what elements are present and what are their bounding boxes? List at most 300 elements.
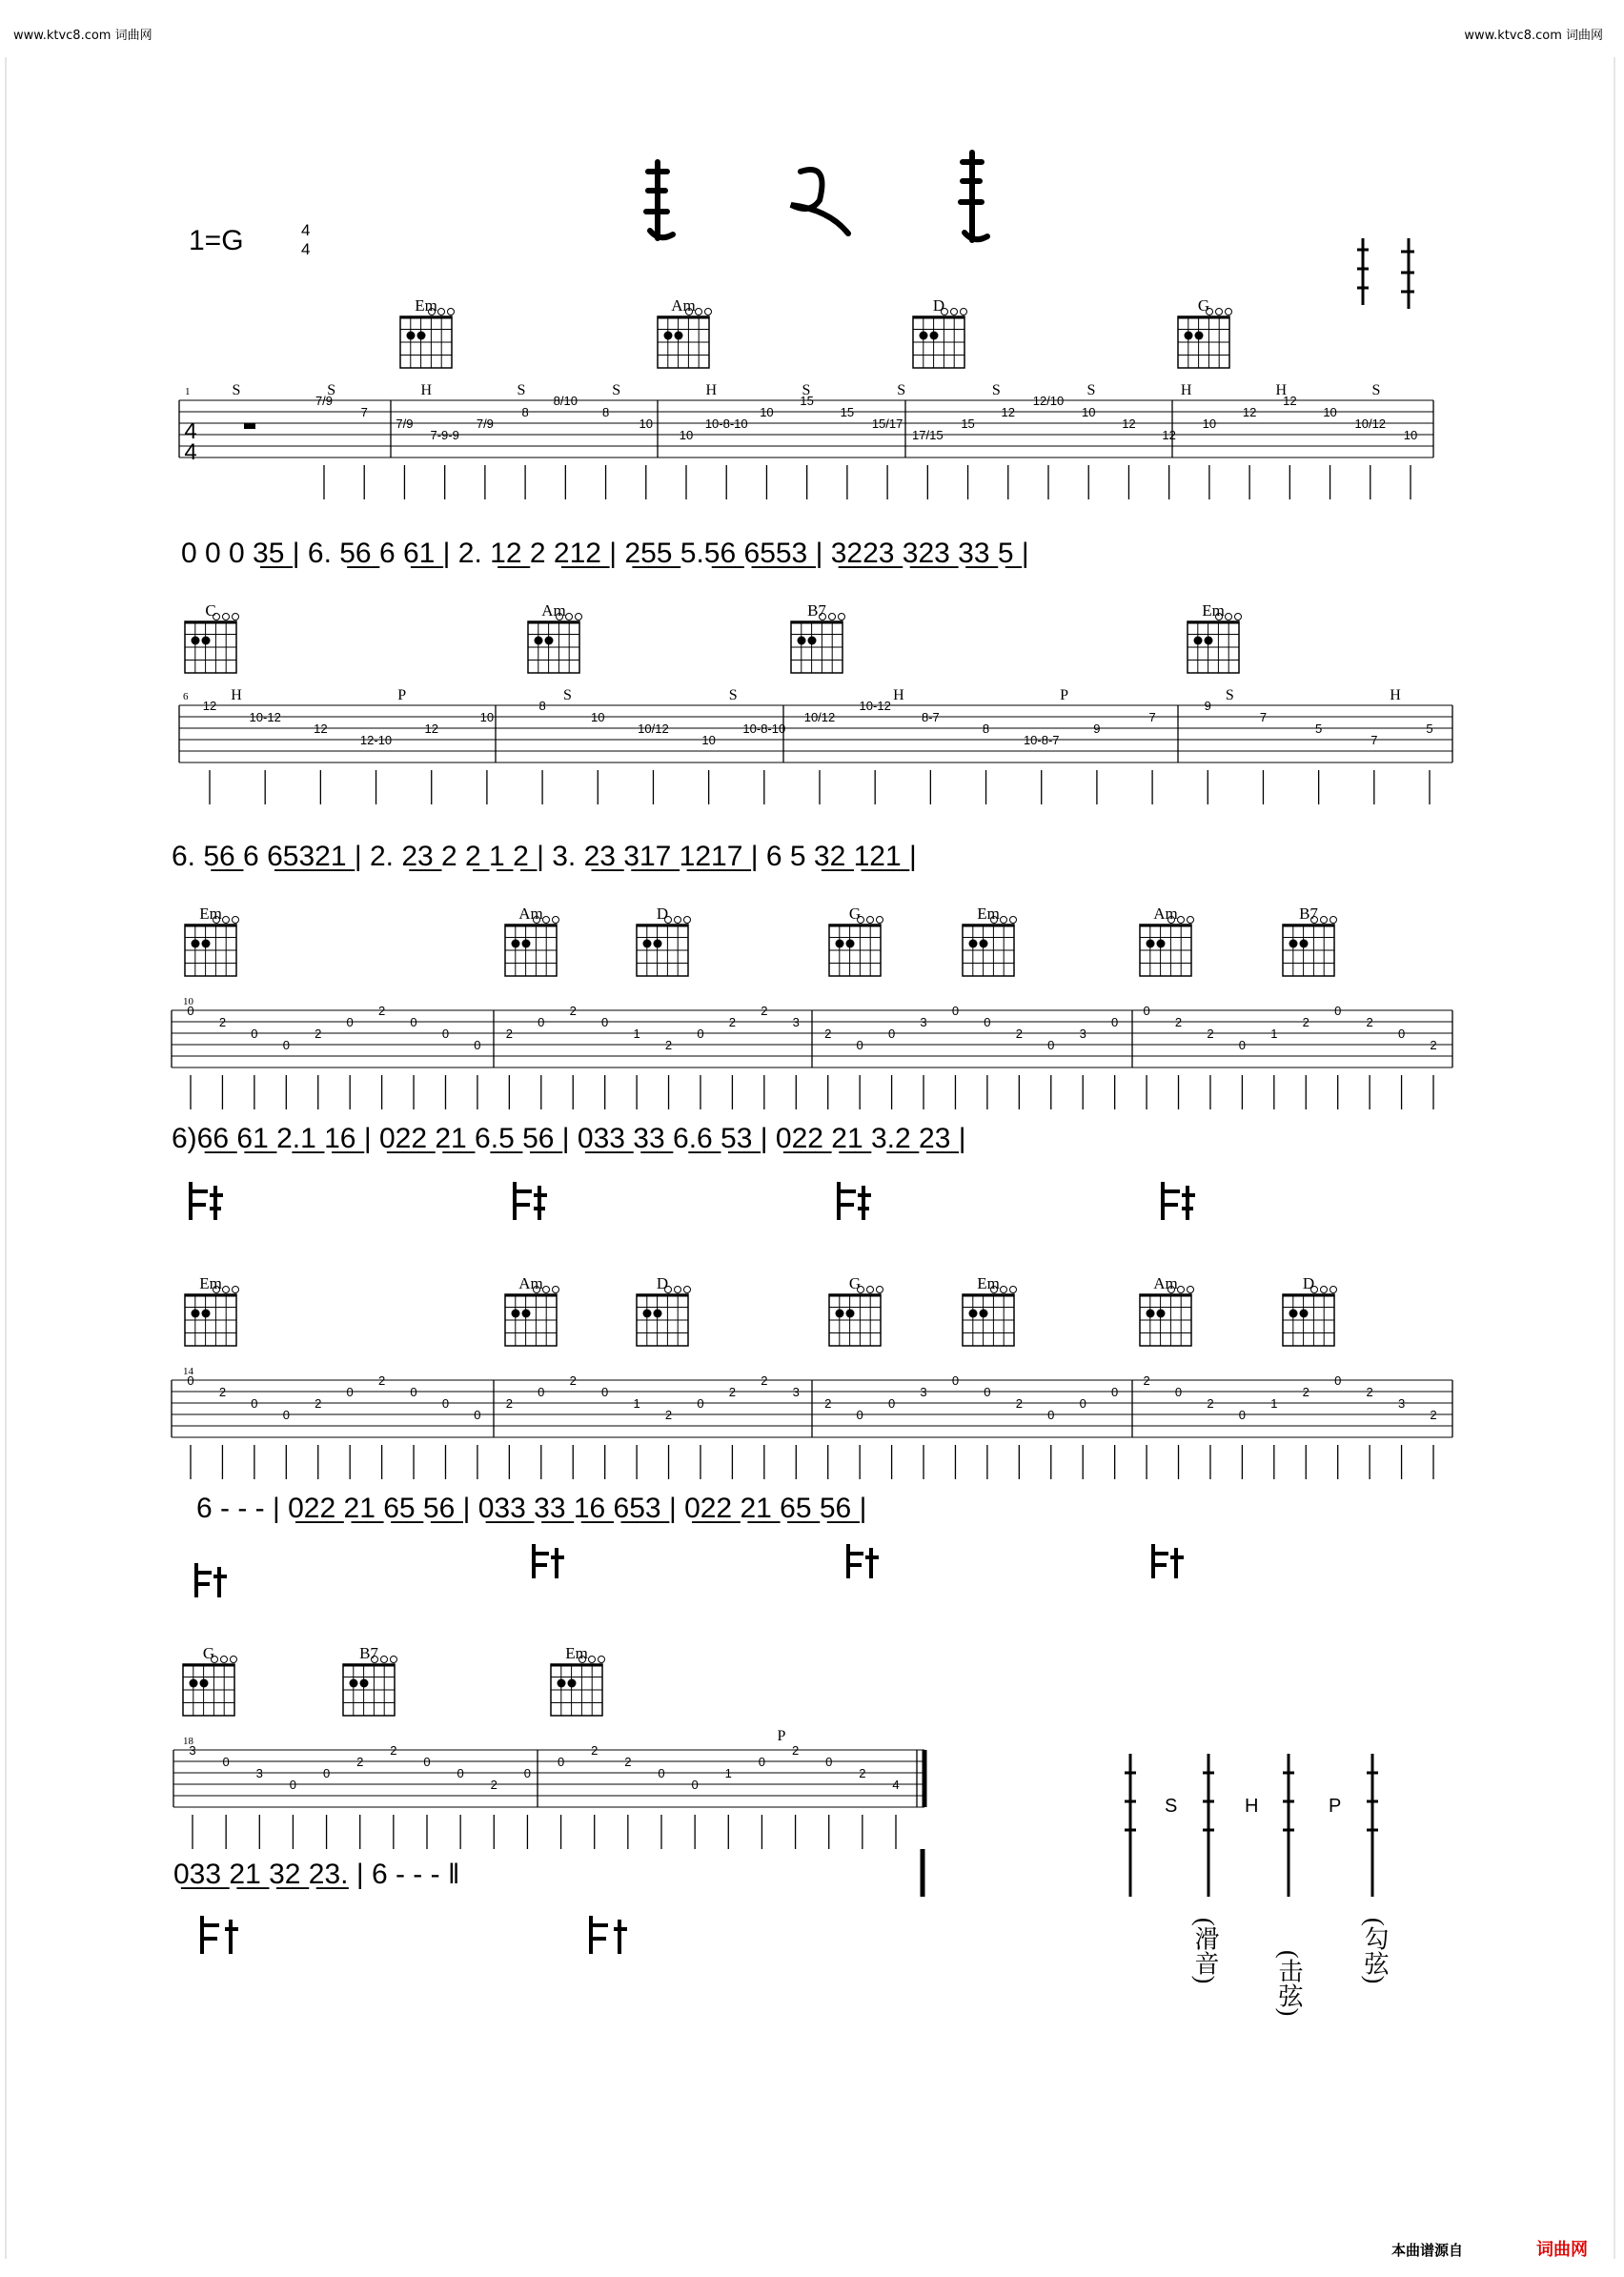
time-sig-top: 4 (301, 221, 311, 239)
chord-r4-6-open (1330, 1287, 1337, 1293)
tab-r2-fret-number: 12 (314, 722, 328, 736)
tab-r4-fret-number: 2 (761, 1373, 768, 1388)
tech-r1-technique: H (1180, 382, 1192, 398)
chord-r2-1-open (576, 614, 582, 620)
tab-r5-fret-number: 0 (322, 1766, 331, 1780)
chord-r2-1-dot (535, 637, 543, 645)
key-signature: 1=G (189, 225, 244, 256)
chord-r3-3-label: G (848, 905, 862, 923)
tab-r4-fret-number: 0 (1111, 1385, 1119, 1399)
chord-r1-1-dot (675, 332, 683, 340)
chord-r3-4-dot (980, 940, 988, 948)
chord-r5-1-open (381, 1657, 388, 1663)
chord-r3-2-label: D (656, 905, 669, 923)
tech-r1-technique: S (991, 382, 1001, 398)
tab-r4-fret-number: 0 (410, 1385, 417, 1399)
tech-r1-technique: S (1371, 382, 1381, 398)
tab-r5-fret-number: 0 (289, 1778, 297, 1792)
chord-r3-3-dot (846, 940, 855, 948)
tab-r1-fret-number: 8 (521, 405, 529, 419)
tab-r2-fret-number: 10-12 (249, 710, 281, 724)
tab-r5-fret-number: 3 (255, 1766, 263, 1780)
tab-r3-fret-number: 0 (538, 1015, 545, 1029)
tab-r1-fret-number: 10 (1081, 405, 1096, 419)
tech-r1-technique: S (612, 382, 621, 398)
composer-glyph (1357, 238, 1414, 309)
tech-r1-technique: H (1275, 382, 1288, 398)
lyric-glyph-r4-2 (848, 1544, 879, 1578)
chord-r3-1-dot (512, 940, 520, 948)
chord-r3-5-label: Am (1153, 905, 1178, 923)
chord-r2-0-label: C (205, 601, 216, 620)
tab-r3-fret-number: 2 (505, 1027, 513, 1041)
chord-r4-4-dot (969, 1310, 978, 1318)
chord-r5-2-dot (558, 1679, 566, 1688)
footer-source-site[interactable]: 词曲网 (1536, 2240, 1588, 2259)
chord-r3-5-dot (1157, 940, 1166, 948)
tab-r1-fret-number: 12 (1283, 394, 1297, 408)
tab-r4-fret-number: 0 (282, 1408, 290, 1422)
tab-r3-fret-number: 2 (377, 1004, 386, 1018)
chord-r5-0-open (221, 1657, 228, 1663)
tab-r3-fret-number: 0 (601, 1015, 609, 1029)
chord-r4-2-open (684, 1287, 691, 1293)
title-glyph-3 (961, 152, 987, 240)
tech-r1-technique: H (420, 382, 433, 398)
legend-glyph-3 (1367, 1754, 1378, 1897)
jianpu-row-2: 6. 5̲6̲ 6 6̲5̲3̲2̲1̲ | 2. 2̲3̲ 2 2̲ 1̲ 2̲ | 3. 2̲3̲ 3̲1̲7̲ 1̲2̲1̲7̲ | 6 5 3̲2̲ 1̲2̲1̲ | (172, 841, 917, 872)
tab-r4-fret-number: 0 (856, 1408, 863, 1422)
tab-r3-fret-number: 0 (1334, 1004, 1342, 1018)
tab-r5-fret-number: 3 (189, 1743, 196, 1758)
legend-pull: (勾弦) (1361, 1918, 1389, 1984)
chord-r4-0-dot (192, 1310, 200, 1318)
chord-r3-0-dot (192, 940, 200, 948)
tab-r2-fret-number: 10 (591, 710, 605, 724)
tab-r1-fret-number: 7/9 (315, 394, 334, 408)
jianpu-row-5: 0̲3̲3̲ 2̲1̲ 3̲2̲ 2̲3̲. | 6 - - - ‖ (173, 1859, 460, 1890)
tab-r1-fret-number: 10-8-10 (704, 417, 748, 431)
tab-r5-fret-number: 2 (591, 1743, 599, 1758)
tech-r2-technique: P (1060, 687, 1069, 703)
time-sig-bottom: 4 (301, 240, 311, 258)
measure-number-6: 6 (183, 691, 189, 702)
jianpu-row-4: 6 - - - | 0̲2̲2̲ 2̲1̲ 6̲5̲ 5̲6̲ | 0̲3̲3̲ 3̲3̲ 1̲6̲ 6̲5̲3̲ | 0̲2̲2̲ 2̲1̲ 6̲5̲ 5̲6̲ | (196, 1493, 867, 1524)
tab-r4-fret-number: 2 (1366, 1385, 1373, 1399)
chord-r4-5-dot (1147, 1310, 1155, 1318)
tab-r1-fret-number: 12 (1242, 405, 1257, 419)
chord-r3-6-dot (1300, 940, 1309, 948)
chord-r4-2-open (675, 1287, 681, 1293)
chord-r5-2-open (599, 1657, 605, 1663)
tab-r4-fret-number: 2 (1302, 1385, 1309, 1399)
legend-glyph-1 (1203, 1754, 1214, 1897)
tab-r1-fret-number: 7 (360, 405, 368, 419)
tab-r5-fret-number: 2 (356, 1755, 364, 1769)
measure-number-10: 10 (183, 996, 193, 1007)
chord-r1-3-open (1226, 309, 1232, 315)
tech-r5-technique: P (777, 1728, 786, 1744)
tab-r4-fret-number: 2 (1207, 1396, 1214, 1411)
tab-r2-fret-number: 7 (1370, 733, 1378, 747)
tab-r1-fret-number: 15/17 (871, 417, 903, 431)
tab-r4-fret-number: 2 (1143, 1373, 1150, 1388)
chord-r5-1-dot (350, 1679, 358, 1688)
chord-r4-3-open (877, 1287, 883, 1293)
tab-r2-fret-number: 8 (538, 699, 546, 713)
legend-glyph-0 (1125, 1754, 1136, 1897)
chord-r5-0-dot (190, 1679, 198, 1688)
chord-r4-5-label: Am (1153, 1274, 1178, 1292)
tab-r3-fret-number: 0 (410, 1015, 417, 1029)
tech-r2-technique: S (1225, 687, 1234, 703)
chord-r2-0-open (223, 614, 230, 620)
chord-r1-2-open (961, 309, 967, 315)
tab-r2-fret-number: 8 (982, 722, 990, 736)
chord-r1-0-open (448, 309, 455, 315)
chord-r4-0-open (223, 1287, 230, 1293)
whole-rest (244, 423, 255, 429)
chord-r2-2-dot (808, 637, 817, 645)
tab-r4-fret-number: 0 (441, 1396, 450, 1411)
chord-r2-1-label: Am (541, 601, 566, 620)
chord-r4-4-label: Em (977, 1274, 1000, 1292)
chord-r1-3-label: G (1197, 296, 1210, 315)
chord-r2-3-open (1226, 614, 1232, 620)
tab-r1-fret-number: 8 (601, 405, 610, 419)
tab-r4-fret-number: 2 (315, 1396, 322, 1411)
tab-r3-fret-number: 3 (792, 1015, 800, 1029)
lyric-glyph-r4-3 (1153, 1544, 1184, 1578)
tab-r4-fret-number: 0 (601, 1385, 609, 1399)
tab-r2-fret-number: 5 (1315, 722, 1323, 736)
tab-r1-fret-number: 7-9-9 (430, 428, 459, 442)
tab-r3-fret-number: 0 (346, 1015, 354, 1029)
chord-r3-0-label: Em (199, 905, 222, 923)
chord-r3-5-open (1188, 917, 1194, 924)
tab-r3-fret-number: 2 (664, 1038, 673, 1052)
tab-r1-fret-number: 10 (1202, 417, 1217, 431)
title-glyph-1 (646, 162, 673, 238)
tab-r3-fret-number: 2 (761, 1004, 768, 1018)
chord-r3-1-dot (522, 940, 531, 948)
tab-r4-fret-number: 0 (1174, 1385, 1183, 1399)
chord-r3-1-open (543, 917, 550, 924)
tech-r1-technique: S (802, 382, 811, 398)
tab-r4-fret-number: 0 (1079, 1396, 1086, 1411)
tab-r2-fret-number: 10-8-10 (742, 722, 786, 736)
tab-r2-fret-number: 10 (479, 710, 495, 724)
chord-r4-5-open (1178, 1287, 1185, 1293)
tab-r4-fret-number: 3 (792, 1385, 800, 1399)
chord-r3-3-open (867, 917, 874, 924)
lyric-glyph-r3-3 (1163, 1182, 1195, 1220)
lyric-glyph-r3-0 (191, 1182, 223, 1220)
tab-r5-fret-number: 0 (222, 1755, 230, 1769)
tab-r4-fret-number: 0 (538, 1385, 545, 1399)
chord-r3-4-open (1010, 917, 1017, 924)
chord-r3-5-open (1178, 917, 1185, 924)
tech-r1-technique: H (705, 382, 718, 398)
chord-r2-2-dot (798, 637, 806, 645)
chord-r1-0-dot (417, 332, 426, 340)
legend-glyph-2 (1283, 1754, 1294, 1897)
tab-r4-fret-number: 0 (887, 1396, 896, 1411)
chord-r5-1-dot (360, 1679, 369, 1688)
site-header-right[interactable]: www.ktvc8.com 词曲网 (1464, 29, 1603, 43)
tab-clef-bottom: 4 (184, 439, 197, 465)
chord-r1-1-open (696, 309, 702, 315)
chord-r3-6-open (1321, 917, 1328, 924)
chord-r5-2-open (589, 1657, 596, 1663)
tab-r3-fret-number: 2 (315, 1027, 322, 1041)
tab-r3-fret-number: 0 (474, 1038, 481, 1052)
tab-r3-fret-number: 3 (920, 1015, 927, 1029)
chord-r4-1-open (543, 1287, 550, 1293)
tab-r1-fret-number: 10 (1323, 405, 1337, 419)
legend-p-letter: P (1329, 1796, 1342, 1817)
lyric-glyph-r4-1 (534, 1544, 564, 1578)
tech-r2-technique: H (893, 687, 904, 703)
tab-r3-fret-number: 0 (1397, 1027, 1406, 1041)
chord-r3-0-dot (202, 940, 211, 948)
tab-r4-fret-number: 2 (1430, 1408, 1437, 1422)
tab-r3-fret-number: 2 (569, 1004, 577, 1018)
tab-r2-fret-number: 10/12 (803, 710, 836, 724)
tab-r2-fret-number: 7 (1148, 710, 1156, 724)
tab-r2-fret-number: 12-10 (359, 733, 393, 747)
tab-r4-fret-number: 2 (824, 1396, 832, 1411)
tab-r5-fret-number: 2 (859, 1766, 866, 1780)
chord-r4-4-dot (980, 1310, 988, 1318)
tab-r3-fret-number: 2 (1207, 1027, 1214, 1041)
lyric-glyph-r4-0 (196, 1563, 227, 1597)
chord-r5-1-label: B7 (359, 1644, 378, 1662)
tab-r3-fret-number: 0 (984, 1015, 991, 1029)
tab-r4-fret-number: 0 (951, 1373, 960, 1388)
tab-r5-fret-number: 0 (523, 1766, 532, 1780)
chord-r3-0-open (223, 917, 230, 924)
tab-r5-fret-number: 1 (724, 1766, 732, 1780)
tech-r1-technique: S (897, 382, 906, 398)
chord-r2-3-open (1235, 614, 1242, 620)
lyric-glyph-r5-1 (591, 1916, 627, 1954)
chord-r1-2-dot (930, 332, 939, 340)
tab-r1-fret-number: 7/9 (396, 417, 414, 431)
tab-r3-fret-number: 0 (1047, 1038, 1055, 1052)
tab-r4-fret-number: 1 (1270, 1396, 1278, 1411)
tab-r4-fret-number: 1 (633, 1396, 640, 1411)
tab-r4-fret-number: 0 (1238, 1408, 1247, 1422)
chord-r3-6-dot (1289, 940, 1298, 948)
tab-r5-fret-number: 0 (758, 1755, 766, 1769)
tab-r1-fret-number: 8/10 (553, 394, 578, 408)
tab-r1-fret-number: 12/10 (1032, 394, 1065, 408)
tab-r3-fret-number: 2 (1430, 1038, 1437, 1052)
chord-r4-6-dot (1300, 1310, 1309, 1318)
chord-r4-6-open (1321, 1287, 1328, 1293)
tab-r2-fret-number: 12 (424, 722, 438, 736)
tab-r3-fret-number: 0 (1143, 1004, 1150, 1018)
chord-r1-0-dot (407, 332, 416, 340)
tab-r4-fret-number: 0 (187, 1373, 194, 1388)
tech-r1-technique: S (517, 382, 526, 398)
jianpu-row-3: 6)6̲6̲ 6̲1̲ 2.̲1̲ 1̲6̲ | 0̲2̲2̲ 2̲1̲ 6.̲5̲ 5̲6̲ | 0̲3̲3̲ 3̲3̲ 6.̲6̲ 5̲3̲ | 0̲2̲2̲ 2̲1̲ 3.̲2̲ 2̲3̲ | (172, 1123, 966, 1154)
chord-r3-1-label: Am (518, 905, 543, 923)
tab-r1-fret-number: 15 (961, 417, 975, 431)
lyric-glyph-r5-0 (202, 1916, 238, 1954)
chord-r5-2-dot (568, 1679, 577, 1688)
tech-r2-technique: H (231, 687, 242, 703)
tech-r1-technique: S (1086, 382, 1096, 398)
tab-r1-fret-number: 10 (679, 428, 694, 442)
jianpu-row-1: 0 0 0 3̲5̲ | 6. 5̲6̲ 6 6̲1̲ | 2. 1̲2̲ 2 2̲1̲2̲ | 2̲5̲5̲ 5.5̲6̲ 6̲5̲5̲3̲ | 3̲2̲2̲3̲ 3̲2̲3̲ 3̲3̲ 5̲ | (181, 538, 1029, 569)
chord-r3-3-open (877, 917, 883, 924)
tab-r4-fret-number: 2 (218, 1385, 227, 1399)
tab-r5-fret-number: 0 (423, 1755, 431, 1769)
chord-r4-4-open (1001, 1287, 1007, 1293)
chord-r2-3-dot (1205, 637, 1213, 645)
measure-number-1: 1 (185, 386, 191, 397)
chord-r3-4-dot (969, 940, 978, 948)
chord-r3-6-open (1330, 917, 1337, 924)
chord-r5-0-dot (200, 1679, 209, 1688)
lyric-glyph-r3-1 (515, 1182, 547, 1220)
tab-r4-fret-number: 3 (1397, 1396, 1406, 1411)
tab-r4-fret-number: 2 (569, 1373, 577, 1388)
tab-r3-fret-number: 2 (1302, 1015, 1309, 1029)
measure-number-18: 18 (183, 1736, 193, 1747)
chord-r3-4-label: Em (977, 905, 1000, 923)
tab-r4-fret-number: 0 (474, 1408, 481, 1422)
chord-r2-0-open (233, 614, 239, 620)
chord-r4-5-dot (1157, 1310, 1166, 1318)
tab-r2-fret-number: 5 (1426, 722, 1433, 736)
chord-r3-4-open (1001, 917, 1007, 924)
tech-r2-technique: S (728, 687, 738, 703)
chord-r4-2-dot (654, 1310, 662, 1318)
tab-r4-fret-number: 0 (1047, 1408, 1055, 1422)
tab-r4-fret-number: 0 (984, 1385, 991, 1399)
tab-r5-fret-number: 0 (691, 1778, 699, 1792)
tab-r3-fret-number: 0 (856, 1038, 863, 1052)
chord-r4-3-open (867, 1287, 874, 1293)
chord-r3-2-dot (643, 940, 652, 948)
tab-r1-fret-number: 15 (800, 394, 814, 408)
tab-r1-fret-number: 7/9 (476, 417, 494, 431)
tab-r1-fret-number: 15 (840, 405, 855, 419)
chord-r3-5-dot (1147, 940, 1155, 948)
chord-r1-1-label: Am (671, 296, 696, 315)
tab-r4-fret-number: 0 (251, 1396, 258, 1411)
tab-r1-fret-number: 10 (1403, 428, 1418, 442)
tab-r4-fret-number: 2 (664, 1408, 673, 1422)
tab-r5-fret-number: 4 (892, 1778, 900, 1792)
chord-r4-3-label: G (848, 1274, 862, 1292)
tab-r4-fret-number: 2 (377, 1373, 386, 1388)
tab-r3-fret-number: 2 (1015, 1027, 1023, 1041)
tab-r3-fret-number: 0 (251, 1027, 258, 1041)
tab-r3-fret-number: 0 (1238, 1038, 1247, 1052)
tab-r4-fret-number: 2 (505, 1396, 513, 1411)
legend-h-letter: H (1245, 1796, 1259, 1817)
chord-r2-2-open (839, 614, 845, 620)
tab-r5-fret-number: 0 (825, 1755, 833, 1769)
chord-r4-2-label: D (656, 1274, 669, 1292)
chord-r2-2-label: B7 (807, 601, 826, 620)
tab-r5-fret-number: 0 (557, 1755, 565, 1769)
tab-r5-fret-number: 2 (490, 1778, 497, 1792)
tech-r2-technique: P (397, 687, 407, 703)
chord-r4-1-dot (512, 1310, 520, 1318)
tech-r2-technique: H (1390, 687, 1401, 703)
tab-r3-fret-number: 0 (951, 1004, 960, 1018)
tech-r2-technique: S (562, 687, 572, 703)
tab-r2-fret-number: 7 (1259, 710, 1268, 724)
chord-r5-2-label: Em (565, 1644, 588, 1662)
tab-r3-fret-number: 0 (187, 1004, 194, 1018)
tab-r1-fret-number: 10/12 (1354, 417, 1387, 431)
chord-r4-3-dot (846, 1310, 855, 1318)
chord-r3-2-open (684, 917, 691, 924)
chord-r1-2-label: D (932, 296, 945, 315)
tab-r1-fret-number: 12 (1001, 405, 1016, 419)
chord-r1-0-label: Em (415, 296, 437, 315)
tab-r5-fret-number: 0 (658, 1766, 665, 1780)
tab-r1-fret-number: 17/15 (912, 428, 944, 442)
chord-r4-1-open (553, 1287, 559, 1293)
tab-r1-fret-number: 10 (639, 417, 654, 431)
tab-r3-fret-number: 2 (728, 1015, 737, 1029)
chord-r1-3-dot (1195, 332, 1204, 340)
tab-r3-fret-number: 2 (1174, 1015, 1183, 1029)
tech-r1-technique: S (327, 382, 336, 398)
tab-r5-fret-number: 2 (624, 1755, 632, 1769)
chord-r4-6-label: D (1302, 1274, 1315, 1292)
chord-r1-3-dot (1185, 332, 1193, 340)
footer-source-label: 本曲谱源自 (1391, 2243, 1464, 2259)
chord-r2-3-dot (1194, 637, 1203, 645)
tab-r3-fret-number: 2 (218, 1015, 227, 1029)
tab-r5-fret-number: 2 (791, 1743, 800, 1758)
chord-r2-2-open (829, 614, 836, 620)
chord-r4-0-dot (202, 1310, 211, 1318)
tab-r2-fret-number: 10-8-7 (1023, 733, 1060, 747)
tab-r4-fret-number: 3 (920, 1385, 927, 1399)
tab-r3-fret-number: 1 (633, 1027, 640, 1041)
tab-r3-fret-number: 1 (1270, 1027, 1278, 1041)
chord-r1-0-open (438, 309, 445, 315)
chord-r5-0-label: G (202, 1644, 215, 1662)
legend-slide: (滑音) (1191, 1918, 1219, 1984)
chord-r4-6-dot (1289, 1310, 1298, 1318)
chord-r4-2-dot (643, 1310, 652, 1318)
legend-s-letter: S (1165, 1796, 1178, 1817)
chord-r1-3-open (1216, 309, 1223, 315)
tab-r4-fret-number: 0 (346, 1385, 354, 1399)
tab-r3-fret-number: 0 (441, 1027, 450, 1041)
measure-number-14: 14 (183, 1366, 193, 1377)
tab-r3-fret-number: 0 (1111, 1015, 1119, 1029)
lyric-glyph-r3-2 (839, 1182, 871, 1220)
chord-r3-2-open (675, 917, 681, 924)
site-header-left[interactable]: www.ktvc8.com 词曲网 (13, 29, 152, 43)
chord-r5-0-open (231, 1657, 237, 1663)
tab-r1-fret-number: 10 (760, 405, 774, 419)
tab-r4-fret-number: 2 (1015, 1396, 1023, 1411)
tab-r4-fret-number: 0 (697, 1396, 704, 1411)
tab-r2-fret-number: 12 (202, 699, 217, 713)
